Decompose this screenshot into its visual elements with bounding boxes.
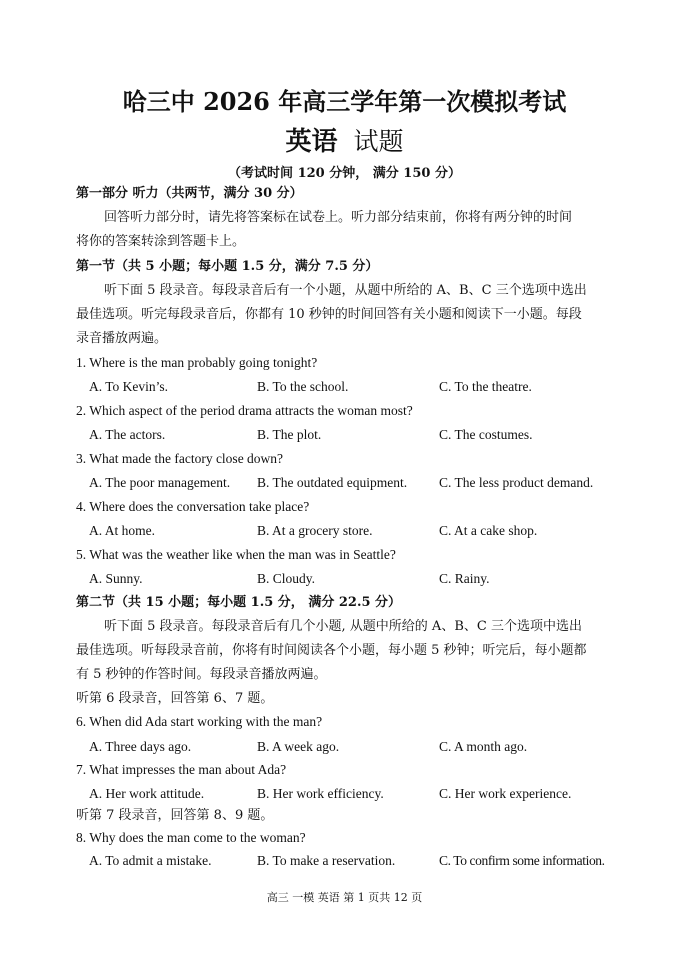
option-c: C. At a cake shop. [439,523,538,538]
option-b: B. Her work efficiency. [257,786,384,801]
section2-intro-line: 有 5 秒钟的作答时间。每段录音播放两遍。 [76,667,327,682]
option-a: A. To admit a mistake. [89,853,212,868]
question-text: 1. Where is the man probably going tonight? [76,355,318,370]
option-c: C. A month ago. [439,739,528,754]
part1-intro-line: 回答听力部分时，请先将答案标在试卷上。听力部分结束前，你将有两分钟的时间 [104,210,573,225]
option-a: A. Sunny. [89,571,143,586]
subject-name: 英语 [285,127,338,157]
listening-instruction: 听第 6 段录音，回答第 6、7 题。 [76,691,274,706]
option-a: A. At home. [89,523,155,538]
question-text: 7. What impresses the man about Ada? [76,762,287,777]
question-text: 6. When did Ada start working with the man? [76,714,323,729]
option-c: C. The costumes. [439,427,533,442]
option-b: B. Cloudy. [257,571,316,586]
part1-intro-line: 将你的答案转涂到答题卡上。 [76,234,246,249]
option-b: B. To make a reservation. [257,853,396,868]
option-a: A. Her work attitude. [89,786,205,801]
question-text: 8. Why does the man come to the woman? [76,830,306,845]
section1-intro-line: 听下面 5 段录音。每段录音后有一个小题，从题中所给的 A、B、C 三个选项中选出 [104,283,587,298]
exam-title: 哈三中 2026 年高三学年第一次模拟考试 [122,87,567,116]
option-c: C. To confirm some information. [439,853,605,868]
option-b: B. At a grocery store. [257,523,373,538]
subject-heading [0,121,689,158]
page-footer: 高三 一模 英语 第 1 页共 12 页 [266,891,423,904]
exam-time-info: （考试时间 120 分钟， 满分 150 分） [228,166,461,181]
section1-heading: 第一节（共 5 小题；每小题 1.5 分，满分 7.5 分） [76,259,379,274]
section2-heading: 第二节（共 15 小题；每小题 1.5 分， 满分 22.5 分） [76,595,402,610]
option-c: C. Her work experience. [439,786,572,801]
section2-intro-line: 听下面 5 段录音。每段录音后有几个小题, 从题中所给的 A、B、C 三个选项中选出 [104,619,582,634]
option-a: A. The poor management. [89,475,231,490]
question-text: 5. What was the weather like when the man was in Seattle? [76,547,396,562]
option-a: A. Three days ago. [89,739,192,754]
section1-intro-line: 最佳选项。听完每段录音后，你都有 10 秒钟的时间回答有关小题和阅读下一小题。每段 [76,307,582,322]
option-a: A. The actors. [89,427,166,442]
option-b: B. A week ago. [257,739,340,754]
option-c: C. To the theatre. [439,379,532,394]
option-c: C. The less product demand. [439,475,594,490]
section2-intro-line: 最佳选项。听每段录音前，你将有时间阅读各个小题，每小题 5 秒钟；听完后，每小题都 [76,643,587,658]
listening-instruction: 听第 7 段录音，回答第 8、9 题。 [76,808,274,823]
part1-heading: 第一部分 听力（共两节，满分 30 分） [76,186,303,201]
subject-suffix: 试题 [353,127,404,156]
option-b: B. To the school. [257,379,349,394]
question-text: 2. Which aspect of the period drama attracts the woman most? [76,403,413,418]
question-text: 4. Where does the conversation take place? [76,499,310,514]
question-text: 3. What made the factory close down? [76,451,284,466]
option-b: B. The outdated equipment. [257,475,408,490]
section1-intro-line: 录音播放两遍。 [76,331,168,346]
option-b: B. The plot. [257,427,322,442]
option-a: A. To Kevin’s. [89,379,169,394]
option-c: C. Rainy. [439,571,490,586]
